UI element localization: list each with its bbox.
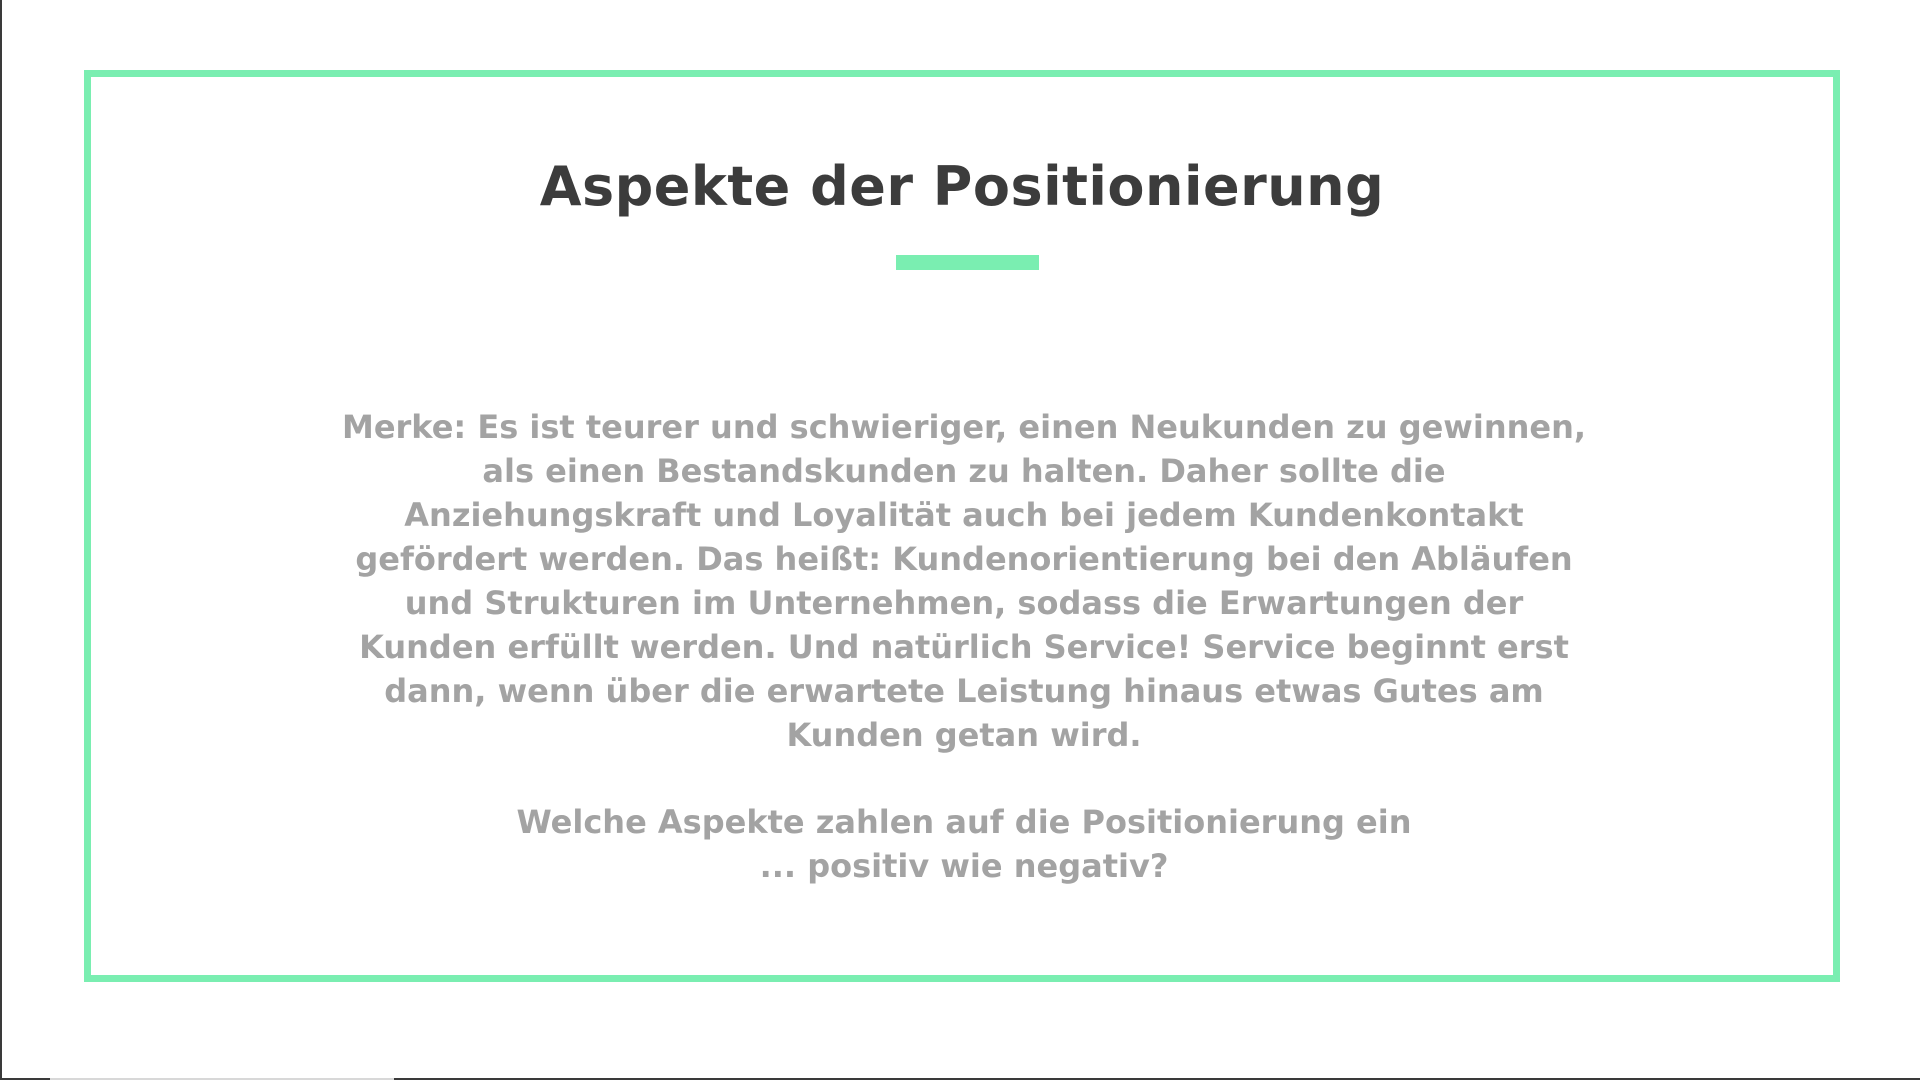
question-line-2: ... positiv wie negativ? [759,847,1169,885]
slide-question [331,800,1597,888]
slide-title: Aspekte der Positionierung [539,155,1385,218]
slide-frame [84,70,1840,982]
slide-body-text: Merke: Es ist teurer und schwieriger, einen Neukunden zu gewinnen, als einen Bestandskunden zu halten. Daher sollte die Anziehungskraft und Loyalität auch bei jedem Kundenkontakt gefördert werden. Das heißt: Kundenorientierung bei den Abläufen und Strukturen im Unternehmen, sodass die Erwartungen der Kunden erfüllt werden. Und natürlich Service! Service beginnt erst dann, wenn über die erwartete Leistung hinaus etwas Gutes am Kunden getan wird. [341,408,1587,754]
question-line-1: Welche Aspekte zahlen auf die Positionierung ein [516,803,1412,841]
title-accent-bar [896,255,1039,270]
